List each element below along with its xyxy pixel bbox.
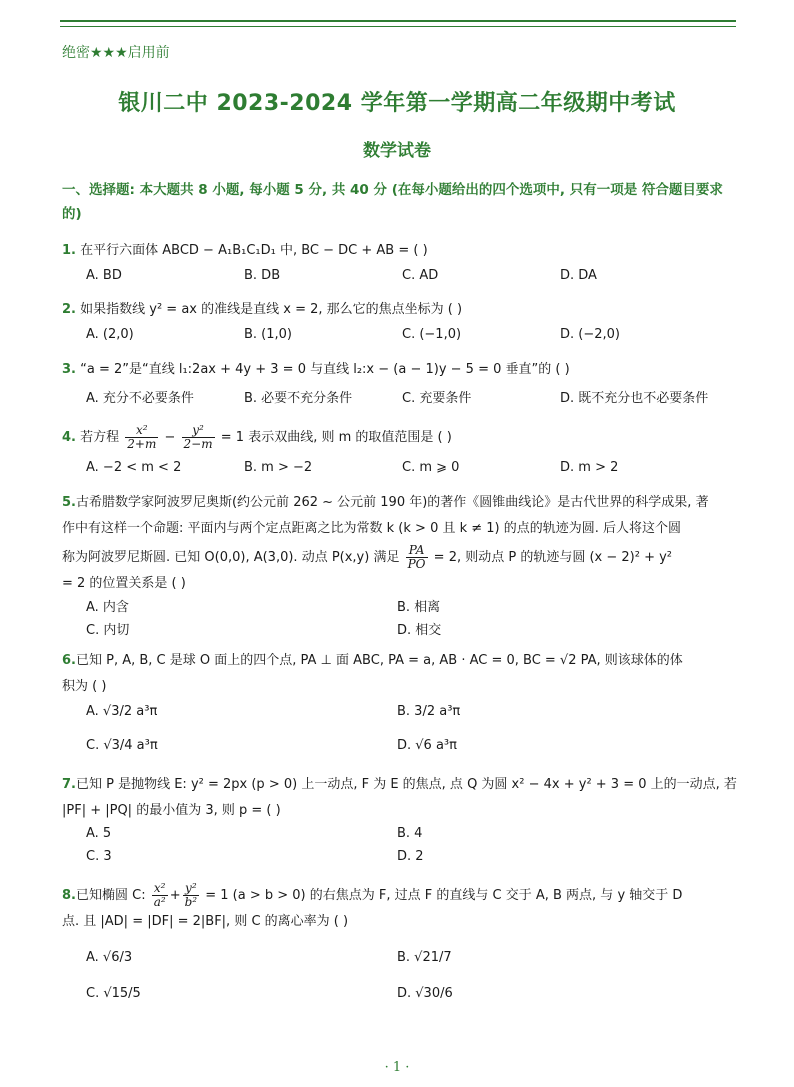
option-b[interactable]: B. m > −2 <box>244 460 313 475</box>
option-b[interactable]: B. 3/2 a³π <box>397 704 461 719</box>
option-d[interactable]: D. √6 a³π <box>397 738 457 753</box>
question-6-options-row2 <box>86 738 736 753</box>
exam-title: 银川二中 2023-2024 学年第一学期高二年级期中考试 <box>118 91 676 116</box>
question-line-1: 已知 P 是抛物线 E: y² = 2px (p > 0) 上一动点, F 为 E 的焦点, 点 Q 为圆 x² − 4x + y² + 3 = 0 上的一动点, 若 <box>75 777 737 792</box>
fraction-x2: $\frac{\text{x²}}{2+m}$ <box>127 423 157 451</box>
option-c[interactable]: C. AD <box>402 268 439 283</box>
question-8: 8.已知椭圆 C: $\frac{\text{x²}}{\text{a²}}$ + $\frac{\text{y²}}{\text{b²}}$ = 1 (a > b > 0) 的右焦点为 F, 过点 F 的直线与 C 交于 A, B 两点, 与 y 轴交于 D 点. 且 |AD| = |DF| = 2|BF|, 则 C 的离心率为 ( ) <box>62 882 737 935</box>
question-5-options-row1 <box>86 596 736 615</box>
question-7-options-row1 <box>86 826 736 841</box>
question-1-options <box>86 268 736 283</box>
question-line-1a: 已知椭圆 C: <box>75 888 146 903</box>
question-5-options-row2 <box>86 619 736 638</box>
question-6-options-row1 <box>86 704 736 719</box>
question-number: 1. <box>62 243 76 258</box>
option-a[interactable]: A. √3/2 a³π <box>86 704 158 719</box>
option-c[interactable]: C. √15/5 <box>86 986 141 1001</box>
option-a[interactable]: A. (2,0) <box>86 327 134 342</box>
section-heading: 一、选择题: 本大题共 8 小题, 每小题 5 分, 共 40 分 (在每小题给出的四个选项中, 只有一项是 符合题目要求的) <box>62 182 723 222</box>
option-b[interactable]: B. 4 <box>397 826 423 841</box>
top-rule-thin <box>60 26 736 27</box>
question-1 <box>62 238 737 264</box>
option-d[interactable]: D. 相交 <box>397 623 442 638</box>
option-a[interactable]: A. 5 <box>86 826 112 841</box>
option-c[interactable]: C. √3/4 a³π <box>86 738 158 753</box>
question-line-4: = 2 的位置关系是 ( ) <box>62 576 186 591</box>
question-7-options-row2 <box>86 849 736 864</box>
option-c[interactable]: C. 充要条件 <box>402 391 472 406</box>
question-3 <box>62 357 737 383</box>
question-line-2: 点. 且 |AD| = |DF| = 2|BF|, 则 C 的离心率为 ( ) <box>62 914 349 929</box>
option-b[interactable]: B. 必要不充分条件 <box>244 391 353 406</box>
question-number: 3. <box>62 362 76 377</box>
option-a[interactable]: A. √6/3 <box>86 950 133 965</box>
option-b[interactable]: B. (1,0) <box>244 327 293 342</box>
question-8-options-row2 <box>86 986 736 1001</box>
question-line-2: |PF| + |PQ| 的最小值为 3, 则 p = ( ) <box>62 803 281 818</box>
option-d[interactable]: D. DA <box>560 268 597 283</box>
question-5 <box>62 490 737 597</box>
exam-subtitle: 数学试卷 <box>363 141 431 161</box>
question-7 <box>62 772 737 824</box>
option-c[interactable]: C. 内切 <box>86 623 130 638</box>
question-number: 7. <box>62 777 76 792</box>
question-line-3a: 称为阿波罗尼斯圆. 已知 O(0,0), A(3,0). 动点 P(x,y) 满足 <box>62 550 400 565</box>
question-number: 4. <box>62 430 76 445</box>
question-line-3b: = 2, 则动点 P 的轨迹与圆 (x − 2)² + y² <box>433 550 673 565</box>
question-line-2: 作中有这样一个命题: 平面内与两个定点距离之比为常数 k (k > 0 且 k ≠ 1) 的点的轨迹为圆. 后人将这个圆 <box>62 521 682 536</box>
question-text: “a = 2”是“直线 l₁:2ax + 4y + 3 = 0 与直线 l₂:x − (a − 1)y − 5 = 0 垂直”的 ( ) <box>80 362 570 377</box>
option-d[interactable]: D. m > 2 <box>560 460 619 475</box>
fraction-x2-a2: $\frac{\text{x²}}{\text{a²}}$ <box>153 881 166 909</box>
page-number: · 1 · <box>384 1060 410 1075</box>
option-d[interactable]: D. 2 <box>397 849 424 864</box>
option-c[interactable]: C. 3 <box>86 849 112 864</box>
question-4: 4. 若方程 $\frac{\text{x²}}{2+m}$ − $\frac{\text{y²}}{2-m}$ = 1 表示双曲线, 则 m 的取值范围是 ( ) <box>62 423 452 451</box>
question-text: 如果指数线 y² = ax 的准线是直线 x = 2, 那么它的焦点坐标为 ( ) <box>80 302 463 317</box>
option-a[interactable]: A. BD <box>86 268 122 283</box>
question-number: 6. <box>62 653 76 668</box>
question-line-1b: = 1 (a > b > 0) 的右焦点为 F, 过点 F 的直线与 C 交于 A, B 两点, 与 y 轴交于 D <box>205 888 683 903</box>
option-a[interactable]: A. −2 < m < 2 <box>86 460 182 475</box>
question-text-pre: 若方程 <box>80 430 120 445</box>
option-d[interactable]: D. (−2,0) <box>560 327 620 342</box>
question-number: 5. <box>62 495 76 510</box>
secret-label: 绝密★★★启用前 <box>62 45 170 61</box>
fraction-y2: $\frac{\text{y²}}{2-m}$ <box>183 423 213 451</box>
option-a[interactable]: A. 内含 <box>86 600 129 615</box>
question-8-options-row1 <box>86 950 736 965</box>
fraction-y2-b2: $\frac{\text{y²}}{\text{b²}}$ <box>184 881 198 909</box>
option-b[interactable]: B. 相离 <box>397 600 441 615</box>
option-d[interactable]: D. √30/6 <box>397 986 453 1001</box>
question-line-2: 积为 ( ) <box>62 679 107 694</box>
question-4-options <box>86 460 736 475</box>
option-b[interactable]: B. √21/7 <box>397 950 452 965</box>
question-3-options <box>86 387 736 406</box>
option-c[interactable]: C. (−1,0) <box>402 327 462 342</box>
question-6 <box>62 648 737 700</box>
question-line-1: 古希腊数学家阿波罗尼奥斯(约公元前 262 ~ 公元前 190 年)的著作《圆锥曲线论》是古代世界的科学成果, 著 <box>75 495 709 510</box>
question-line-1: 已知 P, A, B, C 是球 O 面上的四个点, PA ⊥ 面 ABC, PA = a, AB · AC = 0, BC = √2 PA, 则该球体的体 <box>75 653 683 668</box>
question-2-options <box>86 327 736 342</box>
question-text-post: = 1 表示双曲线, 则 m 的取值范围是 ( ) <box>220 430 452 445</box>
top-rule <box>60 20 736 22</box>
question-number: 8. <box>62 888 76 903</box>
option-b[interactable]: B. DB <box>244 268 281 283</box>
fraction-pa-po: $\frac{PA}{PO}$ <box>407 543 426 571</box>
question-text: 在平行六面体 ABCD − A₁B₁C₁D₁ 中, BC − DC + AB = ( ) <box>80 243 428 258</box>
question-number: 2. <box>62 302 76 317</box>
option-a[interactable]: A. 充分不必要条件 <box>86 391 194 406</box>
question-2 <box>62 297 737 323</box>
option-c[interactable]: C. m ⩾ 0 <box>402 460 460 475</box>
option-d[interactable]: D. 既不充分也不必要条件 <box>560 391 709 406</box>
